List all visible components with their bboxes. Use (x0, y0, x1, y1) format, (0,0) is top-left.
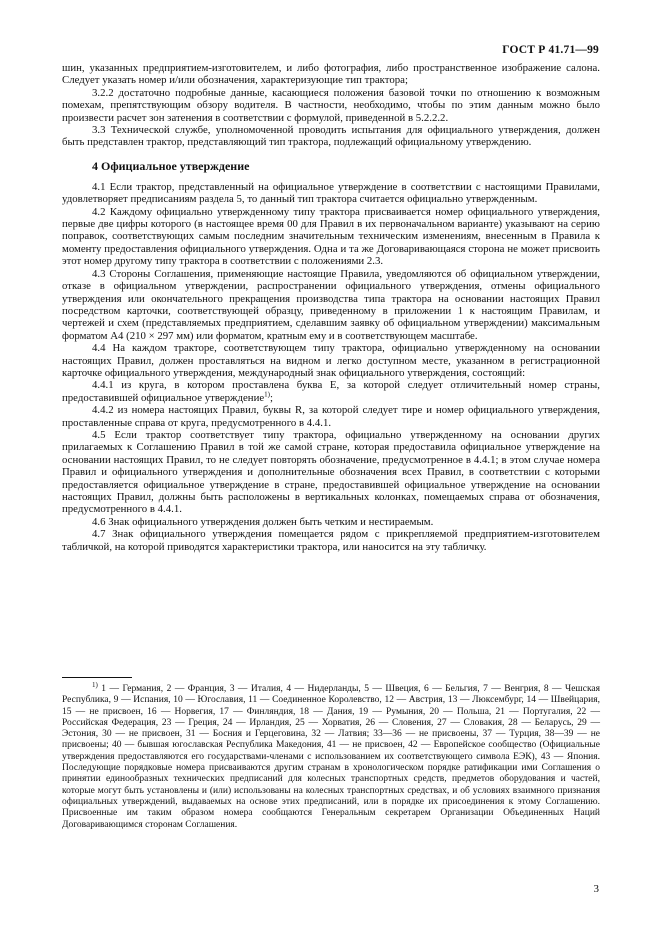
section-heading: 4 Официальное утверждение (92, 158, 250, 173)
paragraph-3-2-2: 3.2.2 достаточно подробные данные, касающиеся положения базовой точки по отношению к возможным помехам, препятствующим обзору водителя. В частности, необходимо, чтобы по этим данным можно было произвести расчет зон затенения в соответствии с формулой, приведенной в 5.2.2.2. (62, 86, 600, 124)
footnote (62, 680, 600, 831)
paragraph-4-4-2: 4.4.2 из номера настоящих Правил, буквы R, за которой следует тире и номер официального утверждения, проставленные справа от круга, предусмотренного в 4.4.1. (62, 404, 600, 429)
paragraph-continuation: шин, указанных предприятием-изготовителем, и либо фотография, либо пространственное изображение салона. Следует указать номер и/или обозначения, характеризующие тип трактора; (62, 62, 600, 87)
paragraph-4-4-1-text: 4.4.1 из круга, в котором проставлена буква Е, за которой следует отличительный номер страны, предоставившей официальное утверждение (62, 379, 600, 404)
paragraph-4-4-1-end: ; (270, 391, 273, 404)
paragraph-4-2: 4.2 Каждому официально утвержденному типу трактора присваивается номер официального утверждения, первые две цифры которого (в настоящее время 00 для Правил в их первоначальном варианте) указывают на серию поправок, соответствующих самым последним значительным техническим изменениям, внесенным в Правила к моменту предоставления официального утверждения. Одна и та же Договаривающаяся сторона не может присвоить этот номер другому типу трактора в соответствии с положениями 2.3. (62, 205, 600, 268)
paragraph-4-4-1 (62, 379, 600, 404)
footnote-marker: 1) (92, 680, 98, 689)
paragraph-4-7: 4.7 Знак официального утверждения помещается рядом с прикрепляемой предприятием-изготовителем табличкой, на которой приводятся характеристики трактора, или наносится на эту табличку. (62, 528, 600, 553)
paragraph-3-3: 3.3 Технической службе, уполномоченной проводить испытания для официального утверждения, должен быть представлен трактор, представляющий тип трактора, подлежащий официальному утверждению. (62, 124, 600, 149)
paragraph-4-4: 4.4 На каждом тракторе, соответствующем типу трактора, официально утвержденному на основании настоящих Правил, должен проставляться на видном и легко доступном месте, указанном в регистрационной карточке официального утверждения, международный знак официального утверждения, состоящий: (62, 342, 600, 379)
paragraph-4-1: 4.1 Если трактор, представленный на официальное утверждение в соответствии с настоящими Правилами, удовлетворяет предписаниям раздела 5, то данный тип трактора считается официально утвержденным. (62, 180, 600, 206)
footnote-paragraph (62, 680, 600, 831)
paragraph-4-3: 4.3 Стороны Соглашения, применяющие настоящие Правила, уведомляются об официальном утверждении, отказе в официальном утверждении, распространении официального утверждения, отмены официального утверждения или окончательного прекращения производства типа трактора на основании настоящих Правил посредством карточки, соответствующей образцу, приведенному в приложении 1 к настоящим Правилам, и чертежей и схем (представляемых предприятием, сделавшим заявку об официальном утверждении) максимальным форматом А4 (210 × 297 мм) или форматом, кратным ему и в соответствующем масштабе. (62, 267, 600, 342)
standard-code-header: ГОСТ Р 41.71—99 (502, 44, 599, 56)
paragraph-4-5: 4.5 Если трактор соответствует типу трактора, официально утвержденному на основании других прилагаемых к Соглашению Правил в той же самой стране, которая предоставила официальное утверждение на основании настоящих Правил, то не следует повторять обозначение, предусмотренное в 4.4.1; в этом случае номера Правил и официального утверждения и дополнительные обозначения всех Правил, в соответствии с которыми предоставляется официальное утверждение в стране, предоставившей официальное утверждение на основании настоящих Правил, должны быть расположены в вертикальных колонках, помещаемых справа от обозначения, предусмотренного в 4.4.1. (62, 428, 600, 516)
footnote-reference[interactable]: 1) (264, 390, 270, 399)
body-text (62, 62, 600, 553)
paragraph-4-6: 4.6 Знак официального утверждения должен быть четким и нестираемым. (92, 515, 434, 528)
page-number: 3 (593, 883, 599, 895)
footnote-divider (62, 677, 132, 678)
footnote-text: 1 — Германия, 2 — Франция, 3 — Италия, 4 — Нидерланды, 5 — Швеция, 6 — Бельгия, 7 — Венгрия, 8 — Чешская Республика, 9 — Испания, 10 — Югославия, 11 — Соединенное Королевство, 12 — Австрия, 13 — Люксембург, 14 — Швейцария, 15 — не присвоен, 16 — Норвегия, 17 — Финляндия, 18 — Дания, 19 — Румыния, 20 — Польша, 21 — Португалия, 22 — Российская Федерация, 23 — Греция, 24 — Ирландия, 25 — Хорватия, 26 — Словения, 27 — Словакия, 28 — Беларусь, 29 — Эстония, 30 — не присвоен, 31 — Босния и Герцеговина, 32 — Латвия; 33—36 — не присвоены, 37 — Турция, 38—39 — не присвоены; 40 — бывшая югославская Республика Македония, 41 — не присвоен, 42 — Европейское сообщество (Официальные утверждения предоставляются его государствами-членами с использованием их соответствующего символа ЕЭК), 43 — Япония. Последующие порядковые номера присваиваются другим странам в хронологическом порядке ратификации ими Соглашения о принятии единообразных технических предписаний для колесных транспортных средств, предметов оборудования и частей, которые могут быть установлены и (или) использованы на колесных транспортных средствах, и об условиях взаимного признания официальных утверждений, выдаваемых на основе этих предписаний, или в порядке их присоединения к этому Соглашению. Присвоенные им таким образом номера сообщаются Генеральным секретарем Организации Объединенных Наций Договаривающимся сторонам Соглашения. (62, 684, 600, 830)
